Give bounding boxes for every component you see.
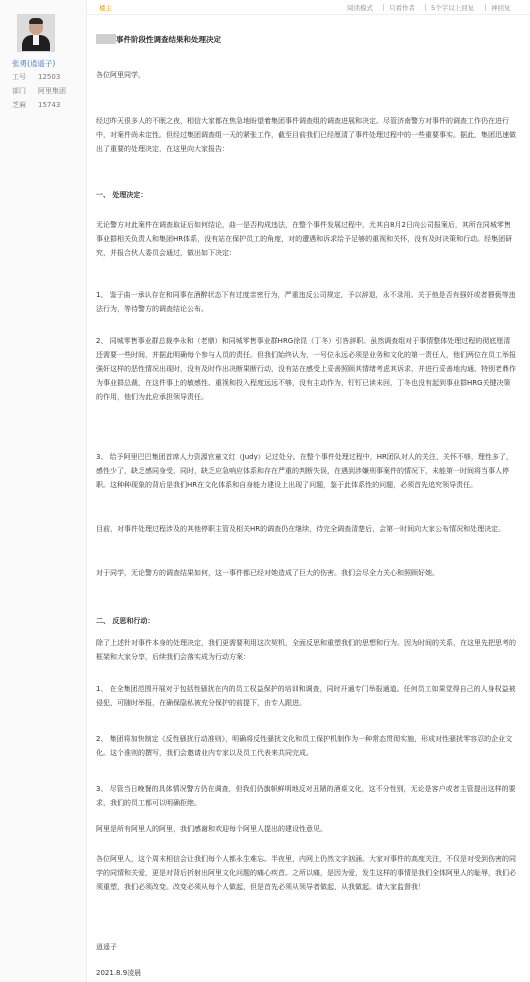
action-item: 3、 尽管当日晚餐的具体情况警方仍在调查，但我们仍旗帜鲜明地反对丑陋的酒桌文化，这不分性别，无论是客户或者主管提出这样的要求，我们的员工都可以明确拒绝。 — [96, 785, 516, 807]
section-heading-decisions: 一、 处理决定： — [96, 191, 148, 199]
post-toolbar — [87, 0, 530, 15]
closing-paragraph: 各位阿里人，这个周末相信会让我们每个人都永生难忘。半夜里，内网上仍然文字汹涌。大家对事件的高度关注，不仅是对受到伤害的同学的同情和关爱，更是对背后折射出阿里文化问题的痛心疾首。之所以痛，是因为爱，发生这样的事情是我们全体阿里人的耻辱，我们必须重塑，我们必须改变。改变必须从每个人做起，但是首先必须从领导者做起，从我做起。请大家监督我！ — [96, 855, 516, 891]
author-name[interactable]: 张勇(逍遥子) — [12, 59, 56, 68]
ongoing-investigation-paragraph: 目前，对事件处理过程涉及的其他停职主管及相关HR的调查仍在继续，待完全调查清楚后，会第一时间向大家公布情况和处理决定。 — [96, 525, 506, 533]
post-title-row — [96, 34, 221, 45]
avatar[interactable] — [17, 14, 55, 52]
decisions-paragraph: 无论警方对此案件在调查取证后如何结论，曲一是否构成违法，在整个事件发展过程中，尤其自8月2日向公司报案后，其所在同城零售事业群相关负责人和集团HR体系，没有站在保护员工的角度，对的遭遇和诉求给予足够的重视和关怀，没有及时决策和行动。经集团研究，并报合伙人委员会通过，做出如下决定： — [96, 221, 513, 257]
reflection-paragraph: 除了上述针对事件本身的处理决定，我们更需要利用这次契机，全面反思和重塑我们的思想和行为。因为时间的关系，在这里先把思考的框架和大家分享，后续我们会落实成为行动方案： — [96, 639, 516, 661]
author-only-link[interactable]: 只看作者 — [389, 4, 415, 12]
section-heading-reflection: 二、 反思和行动： — [96, 617, 155, 625]
department-row: 部门 阿里集团 — [12, 87, 66, 95]
decision-item: 2、 同城零售事业群总裁李永和（老鼎）和同城零售事业群HRG徐昆（丁冬）引咎辞职。虽然调查组对于事情整体处理过程的彻底厘清还需要一些时间，并据此明确每个参与人员的责任。但我们始终认为，一号位永远必须是业务和文化的第一责任人，他们两位在员工举报强奸这样的恶性情况出现时，没有及时作出决断果断行动，没有站在感受上妥善照顾其情绪考虑其诉求，并进行妥善地沟通、特别老鼎作为事业群总裁，在这件事上的敏感性、重视和投入程度远远不够，没有主动作为，钉钉已读未回，丁冬也没有起到事业群HRG关键决策的作用，他们为此应承担领导责任。 — [96, 337, 516, 401]
greeting: 各位阿里同学， — [96, 71, 145, 79]
victim-care-paragraph: 对于同学，无论警方的调查结果如何，这一事件都已经对她造成了巨大的伤害。我们会尽全力关心和照顾好她。 — [96, 569, 439, 577]
long-replies-link[interactable]: 5个字以上回复 — [431, 4, 475, 12]
feedback-paragraph: 阿里是所有阿里人的阿里，我们感谢和欢迎每个阿里人提出的建设性意见。 — [96, 825, 327, 833]
employee-id-row: 工号 12503 — [12, 73, 61, 81]
action-item: 2、 集团将加快制定《反性骚扰行动准则》，明确将反性骚扰文化和员工保护机制作为一种常态贯彻实施，形成对性骚扰零容忍的企业文化。这个准则的撰写，我们会邀请业内专家以及员工代表来共同完成。 — [96, 735, 513, 757]
top-replies-link[interactable]: 神回复 — [491, 4, 511, 12]
decision-item: 1、 鉴于曲一承认存在和同事在酒醉状态下有过度亲密行为，严重违反公司规定，予以辞退，永不录用。关于他是否有强奸或者猥亵等违法行为，等待警方的调查结论公布。 — [96, 291, 516, 313]
reading-mode-link[interactable]: 阅读模式 — [347, 4, 373, 12]
action-item: 1、 在全集团范围开展对于包括性骚扰在内的员工权益保护的培训和调查，同时开通专门举报通道。任何员工如果觉得自己的人身权益被侵犯，可随时举报，在确保隐私被充分保护的前提下，由专人跟进。 — [96, 685, 516, 707]
post-date: 2021.8.9凌晨 — [96, 969, 142, 977]
floor-owner-badge: 楼主 — [99, 4, 112, 12]
author-sidebar — [0, 0, 87, 982]
redaction-mask — [96, 34, 116, 44]
intro-paragraph: 经过昨天很多人的不眠之夜，相信大家都在焦急地盼望着集团事件调查组的调查进展和决定。尽管济南警方对事件的调查工作仍在进行中，对案件尚未定性。但经过集团调查组一天的紧张工作，截至目前我们已经厘清了事件处理过程中的一些重要事实。据此，集团迅速做出了重要的处理决定，在这里向大家报告： — [96, 117, 516, 153]
sesame-row: 芝麻 15743 — [12, 101, 61, 109]
decision-item: 3、 给予阿里巴巴集团首席人力资源官童文红（Judy）记过处分。在整个事件处理过程中，HR团队对人的关注、关怀不够，理性多了，感性少了，缺乏感同身受，同时，缺乏应急响应体系和存在严重的判断失误，在遇到涉嫌刑事案件的情况下，未能第一时间将当事人停职。这种种现象的背后是我们HR在文化体系和自身能力建设上出现了问题，鉴于此体系性的问题，必须首先追究领导责任。 — [96, 453, 513, 489]
post-title: 事件阶段性调查结果和处理决定 — [116, 35, 221, 44]
signature: 逍遥子 — [96, 943, 117, 951]
